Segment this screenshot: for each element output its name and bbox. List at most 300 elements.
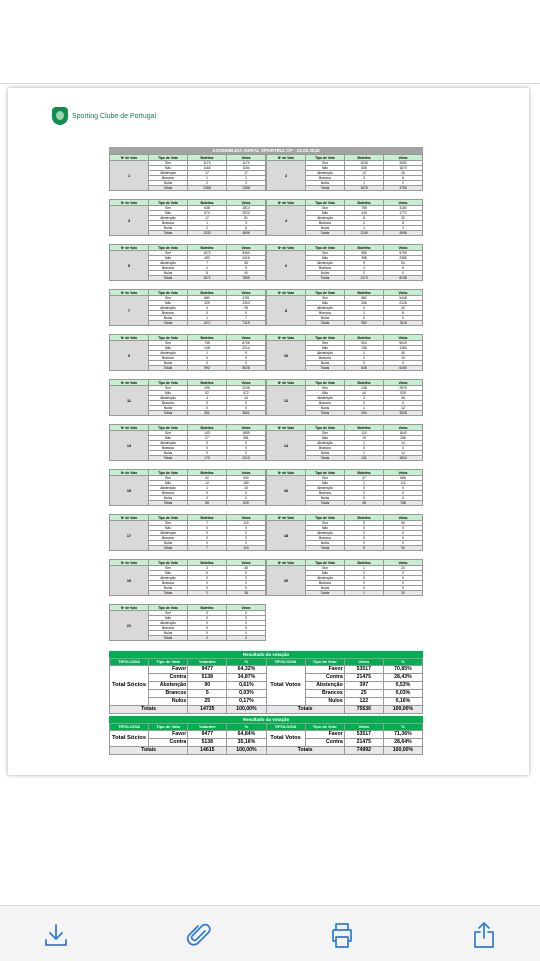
table-cell: 5	[345, 521, 384, 526]
table-cell: 53517	[344, 666, 383, 674]
table-cell: 0	[227, 491, 266, 496]
table-cell: 180	[227, 481, 266, 486]
table-cell: 0	[227, 496, 266, 501]
table-cell: 674	[188, 211, 227, 216]
vote-table	[266, 154, 423, 191]
vote-block	[109, 154, 266, 199]
column-header: Nº de Voto	[267, 380, 306, 386]
table-cell: 12	[188, 481, 227, 486]
table-cell: Não	[149, 301, 188, 306]
table-cell: Brancos	[306, 221, 345, 226]
table-cell: Totais	[306, 276, 345, 281]
table-cell: 504	[345, 341, 384, 346]
column-header: Nº de Voto	[267, 335, 306, 341]
table-cell: 0	[227, 531, 266, 536]
totals-row	[110, 747, 423, 755]
table-cell: 266	[345, 301, 384, 306]
print-icon[interactable]	[327, 920, 357, 950]
table-cell: Nulos	[149, 496, 188, 501]
group-label: Total Votos	[266, 666, 305, 706]
table-cell: Brancos	[306, 311, 345, 316]
results-table-1	[109, 658, 423, 714]
table-cell: 170	[188, 456, 227, 461]
table-cell: 15	[227, 486, 266, 491]
table-cell: 0,16%	[383, 698, 422, 706]
results-table-2	[109, 723, 423, 755]
vote-table	[109, 469, 266, 506]
column-header: Nº de Voto	[110, 605, 149, 611]
table-cell: Abstenção	[306, 216, 345, 221]
table-cell: Nulos	[149, 631, 188, 636]
table-cell: 5138	[188, 739, 227, 747]
sheet-title: ASSEMBLEIA GERAL SPORTING CP - 23.06.2018	[109, 147, 423, 154]
table-cell: Brancos	[149, 536, 188, 541]
vote-block	[109, 514, 266, 559]
column-header: Nº de Voto	[267, 290, 306, 296]
table-cell: Totais	[149, 321, 188, 326]
table-cell: 1017	[188, 321, 227, 326]
table-cell: Não	[306, 391, 345, 396]
column-header: Nº de Voto	[267, 425, 306, 431]
column-header: Boletins	[188, 515, 227, 521]
table-cell: 952	[345, 321, 384, 326]
column-header: Tipo de Voto	[306, 290, 345, 296]
table-cell: 0	[227, 631, 266, 636]
vote-block	[266, 424, 423, 469]
table-cell: 965	[345, 251, 384, 256]
table-cell: Brancos	[149, 491, 188, 496]
table-cell: 26	[384, 171, 423, 176]
table-cell: Brancos	[149, 446, 188, 451]
table-cell: 1	[345, 591, 384, 596]
table-cell: 0	[345, 491, 384, 496]
column-header: Boletins	[188, 560, 227, 566]
table-cell: Favor	[305, 731, 344, 739]
table-cell: 645	[345, 366, 384, 371]
vote-number: 19	[110, 566, 149, 596]
group-label: Total Sócios	[110, 731, 149, 747]
table-cell: 0	[384, 586, 423, 591]
table-cell: Não	[306, 211, 345, 216]
table-cell: 0	[384, 271, 423, 276]
table-cell: 0	[384, 361, 423, 366]
table-cell: Não	[149, 526, 188, 531]
column-header: %	[227, 659, 266, 666]
table-cell: Sim	[149, 611, 188, 616]
table-cell: 90	[188, 682, 227, 690]
table-cell: 100,00%	[383, 747, 422, 755]
table-cell: Sim	[306, 476, 345, 481]
table-cell: Abstenção	[149, 576, 188, 581]
column-header: Nº de Voto	[110, 290, 149, 296]
table-cell: Contra	[305, 674, 344, 682]
column-header: Boletins	[188, 605, 227, 611]
table-cell: Não	[149, 346, 188, 351]
table-cell: 4	[345, 306, 384, 311]
table-cell: 7119	[227, 321, 266, 326]
vote-block	[109, 424, 266, 469]
table-cell: 0	[384, 536, 423, 541]
table-cell: 2303	[227, 301, 266, 306]
table-cell: 0	[188, 586, 227, 591]
column-header: Nº de Voto	[110, 380, 149, 386]
table-cell: 2	[384, 181, 423, 186]
table-cell: 1026	[345, 161, 384, 166]
table-cell: Abstenção	[306, 306, 345, 311]
table-cell: Abstenção	[306, 576, 345, 581]
table-cell: 4	[384, 226, 423, 231]
table-cell: Abstenção	[149, 621, 188, 626]
table-cell: 825	[227, 501, 266, 506]
vote-table	[266, 289, 423, 326]
result-title-2: Resultado da votação	[109, 716, 423, 723]
table-cell: Brancos	[149, 401, 188, 406]
table-cell: Sim	[149, 476, 188, 481]
table-cell: 0	[384, 526, 423, 531]
table-cell: Sim	[149, 431, 188, 436]
table-cell: Totais	[149, 501, 188, 506]
table-cell: 143	[188, 431, 227, 436]
table-cell: 100,00%	[227, 706, 266, 714]
table-cell: 3	[345, 176, 384, 181]
table-cell: 1174	[188, 161, 227, 166]
table-cell: Sim	[149, 296, 188, 301]
table-cell: 0	[227, 576, 266, 581]
column-header: Boletins	[188, 335, 227, 341]
column-header: Votos	[384, 155, 423, 161]
table-cell: 630	[227, 476, 266, 481]
table-cell: 0	[188, 311, 227, 316]
table-cell: Abstenção	[149, 261, 188, 266]
table-cell: 2214	[227, 346, 266, 351]
column-header: Tipo de Voto	[149, 470, 188, 476]
table-cell: 51	[227, 216, 266, 221]
table-cell: Nulos	[305, 698, 344, 706]
column-header: Tipo de Voto	[305, 659, 344, 666]
table-cell: 0	[188, 361, 227, 366]
column-header: Votos	[384, 290, 423, 296]
share-icon[interactable]	[469, 920, 499, 950]
vote-number: 7	[110, 296, 149, 326]
table-cell: 20	[384, 566, 423, 571]
table-cell: 0	[188, 491, 227, 496]
column-header: Votos	[227, 200, 266, 206]
column-header: Votos	[227, 245, 266, 251]
table-cell: 52	[188, 391, 227, 396]
vote-block	[109, 469, 266, 514]
table-cell: 5	[227, 266, 266, 271]
table-cell: 4996	[384, 231, 423, 236]
table-cell: 0	[227, 441, 266, 446]
vote-block	[109, 559, 266, 604]
table-cell: Brancos	[149, 626, 188, 631]
column-header: Nº de Voto	[110, 335, 149, 341]
column-header: Boletins	[188, 470, 227, 476]
vote-block	[266, 289, 423, 334]
table-cell: Abstenção	[306, 261, 345, 266]
column-header: Boletins	[345, 155, 384, 161]
table-cell: 1	[188, 351, 227, 356]
table-cell: 75536	[344, 706, 383, 714]
table-cell: Brancos	[149, 356, 188, 361]
table-cell: 0,03%	[227, 690, 266, 698]
table-cell: 53517	[344, 731, 383, 739]
table-cell: 248	[345, 386, 384, 391]
table-cell: 1	[345, 181, 384, 186]
table-cell: 768	[384, 501, 423, 506]
column-header: Nº de Voto	[110, 425, 149, 431]
table-cell: 2245	[227, 386, 266, 391]
table-cell: Brancos	[306, 266, 345, 271]
column-header: Nº de Voto	[267, 560, 306, 566]
table-cell: 1	[345, 566, 384, 571]
table-cell: 1	[188, 486, 227, 491]
table-cell: 1249	[345, 231, 384, 236]
column-header: Tipo de Voto	[149, 290, 188, 296]
table-cell: 6	[384, 176, 423, 181]
table-cell: 329	[188, 301, 227, 306]
table-cell: 9477	[188, 731, 227, 739]
brand-name: Sporting Clube de Portugal	[72, 112, 157, 120]
column-header: Votos	[384, 335, 423, 341]
vote-table	[266, 334, 423, 371]
table-cell: Brancos	[149, 176, 188, 181]
vote-number: 5	[110, 251, 149, 281]
vote-table	[109, 604, 266, 641]
table-cell: 5	[345, 546, 384, 551]
column-header: Boletins	[188, 380, 227, 386]
column-header: Tipo de Voto	[306, 380, 345, 386]
table-cell: 28,43%	[383, 674, 422, 682]
table-cell: 992	[188, 366, 227, 371]
table-cell: 38	[227, 566, 266, 571]
table-cell: 10	[384, 356, 423, 361]
table-cell: 2052	[384, 161, 423, 166]
table-cell: 1	[227, 176, 266, 181]
table-cell: 1	[345, 266, 384, 271]
table-cell: 3180	[384, 206, 423, 211]
table-cell: 638	[188, 206, 227, 211]
column-header: Boletins	[345, 245, 384, 251]
column-header: Tipo de Voto	[149, 659, 188, 666]
vote-table	[266, 244, 423, 281]
bottom-toolbar	[0, 905, 540, 961]
table-cell: 4	[188, 306, 227, 311]
table-cell: Nulos	[306, 586, 345, 591]
column-header: %	[383, 724, 422, 731]
table-cell: 2	[345, 221, 384, 226]
table-cell: 0	[384, 496, 423, 501]
table-cell: 122	[344, 698, 383, 706]
table-cell: 1670	[384, 166, 423, 171]
vote-table	[109, 379, 266, 416]
vote-number: 17	[110, 521, 149, 551]
table-cell: Favor	[149, 731, 188, 739]
vote-table	[266, 379, 423, 416]
table-cell: Sim	[306, 296, 345, 301]
vote-block	[109, 604, 266, 649]
table-cell: 0	[227, 616, 266, 621]
table-cell: 14	[384, 441, 423, 446]
table-row	[110, 666, 423, 674]
vote-table	[266, 424, 423, 461]
column-header: Nº de Voto	[110, 470, 149, 476]
column-header: Nº de Voto	[267, 245, 306, 251]
table-cell: 21475	[344, 739, 383, 747]
table-cell: 8	[188, 271, 227, 276]
column-header: Tipo de Voto	[306, 515, 345, 521]
table-cell: 7616	[384, 321, 423, 326]
table-cell: 0,61%	[227, 682, 266, 690]
table-cell: Sim	[306, 386, 345, 391]
table-cell: 795	[345, 206, 384, 211]
column-header: Boletins	[345, 200, 384, 206]
column-header: TIPOLOGIA	[266, 659, 305, 666]
table-cell: Abstenção	[149, 306, 188, 311]
group-label: Total Sócios	[110, 666, 149, 706]
table-cell: 28	[227, 306, 266, 311]
table-cell: 74992	[344, 747, 383, 755]
table-cell: 1834	[384, 456, 423, 461]
totals-label: Totais	[266, 706, 344, 714]
table-cell: 2022	[227, 211, 266, 216]
table-cell: Não	[306, 571, 345, 576]
table-cell: Nulos	[149, 271, 188, 276]
table-cell: 443	[345, 211, 384, 216]
table-cell: 0	[188, 576, 227, 581]
table-cell: 351	[227, 436, 266, 441]
table-cell: 294	[345, 411, 384, 416]
column-header: Nº de Voto	[110, 155, 149, 161]
table-cell: Brancos	[306, 581, 345, 586]
table-cell: 0	[188, 626, 227, 631]
column-header: TIPOLOGIA	[110, 659, 149, 666]
table-cell: 351	[188, 411, 227, 416]
table-cell: Não	[149, 571, 188, 576]
table-cell: 483	[188, 256, 227, 261]
table-cell: Sim	[306, 161, 345, 166]
table-cell: 1571	[188, 276, 227, 281]
table-cell: 48	[345, 501, 384, 506]
table-cell: Brancos	[306, 536, 345, 541]
table-cell: 20	[384, 591, 423, 596]
table-cell: Abstenção	[149, 531, 188, 536]
table-cell: Totais	[149, 411, 188, 416]
table-cell: 835	[345, 166, 384, 171]
table-cell: 64,84%	[227, 731, 266, 739]
table-cell: 0	[227, 526, 266, 531]
column-header: TIPOLOGIA	[266, 724, 305, 731]
vote-block	[266, 199, 423, 244]
download-icon[interactable]	[41, 920, 71, 950]
table-cell: 25	[344, 690, 383, 698]
table-cell: 1859	[227, 431, 266, 436]
table-cell: 17	[188, 171, 227, 176]
vote-number: 3	[110, 206, 149, 236]
column-header: Votos	[384, 380, 423, 386]
table-cell: 0	[345, 496, 384, 501]
table-cell: 5040	[384, 341, 423, 346]
table-cell: 4	[188, 396, 227, 401]
table-cell: Nulos	[149, 541, 188, 546]
table-cell: Sim	[149, 251, 188, 256]
table-cell: 7	[227, 316, 266, 321]
table-cell: Nulos	[306, 181, 345, 186]
column-header: Tipo de Voto	[149, 425, 188, 431]
table-cell: 32	[384, 216, 423, 221]
table-cell: Totais	[306, 501, 345, 506]
column-header: TIPOLOGIA	[110, 724, 149, 731]
table-cell: Não	[306, 526, 345, 531]
table-cell: 0	[188, 531, 227, 536]
table-cell: 248	[188, 346, 227, 351]
table-cell: 6705	[227, 341, 266, 346]
table-cell: 8238	[384, 276, 423, 281]
vote-number: 12	[267, 386, 306, 416]
table-cell: 0	[345, 536, 384, 541]
column-header: Tipo de Voto	[306, 155, 345, 161]
table-cell: Totais	[149, 591, 188, 596]
table-cell: Abstenção	[306, 171, 345, 176]
table-cell: Nulos	[149, 361, 188, 366]
table-cell: 0	[188, 401, 227, 406]
table-cell: 19	[345, 436, 384, 441]
table-cell: 2128	[384, 301, 423, 306]
table-cell: 2	[188, 591, 227, 596]
table-cell: 0	[188, 356, 227, 361]
divider	[0, 83, 540, 84]
table-cell: 47	[345, 476, 384, 481]
table-cell: 0	[227, 311, 266, 316]
table-cell: Contra	[149, 674, 188, 682]
table-cell: Brancos	[306, 491, 345, 496]
table-cell: 3756	[384, 186, 423, 191]
table-cell: 0	[227, 361, 266, 366]
table-cell: Totais	[149, 636, 188, 641]
vote-number: 10	[267, 341, 306, 371]
table-cell: 572	[227, 391, 266, 396]
table-cell: 1	[345, 406, 384, 411]
table-cell: Totais	[149, 231, 188, 236]
table-cell: Abstenção	[306, 531, 345, 536]
column-header: Tipo de Voto	[149, 335, 188, 341]
table-cell: 25	[188, 698, 227, 706]
vote-number: 9	[110, 341, 149, 371]
table-cell: 0	[345, 571, 384, 576]
table-cell: Brancos	[149, 221, 188, 226]
table-cell: Não	[149, 166, 188, 171]
table-cell: Não	[149, 436, 188, 441]
table-cell: 1	[188, 176, 227, 181]
vote-number: 2	[267, 161, 306, 191]
table-cell: 6	[227, 226, 266, 231]
column-header: Votos	[227, 470, 266, 476]
table-cell: 0	[227, 626, 266, 631]
table-cell: 35	[227, 261, 266, 266]
table-cell: 0	[188, 636, 227, 641]
vote-table	[109, 244, 266, 281]
table-cell: Não	[149, 616, 188, 621]
column-header: Tipo de Voto	[306, 470, 345, 476]
paperclip-icon[interactable]	[184, 920, 214, 950]
table-cell: Totais	[306, 321, 345, 326]
table-cell: 745	[188, 341, 227, 346]
vote-table	[266, 199, 423, 236]
table-cell: 0	[188, 611, 227, 616]
column-header: Tipo de Voto	[306, 425, 345, 431]
column-header: Boletins	[345, 335, 384, 341]
table-cell: 1	[345, 481, 384, 486]
